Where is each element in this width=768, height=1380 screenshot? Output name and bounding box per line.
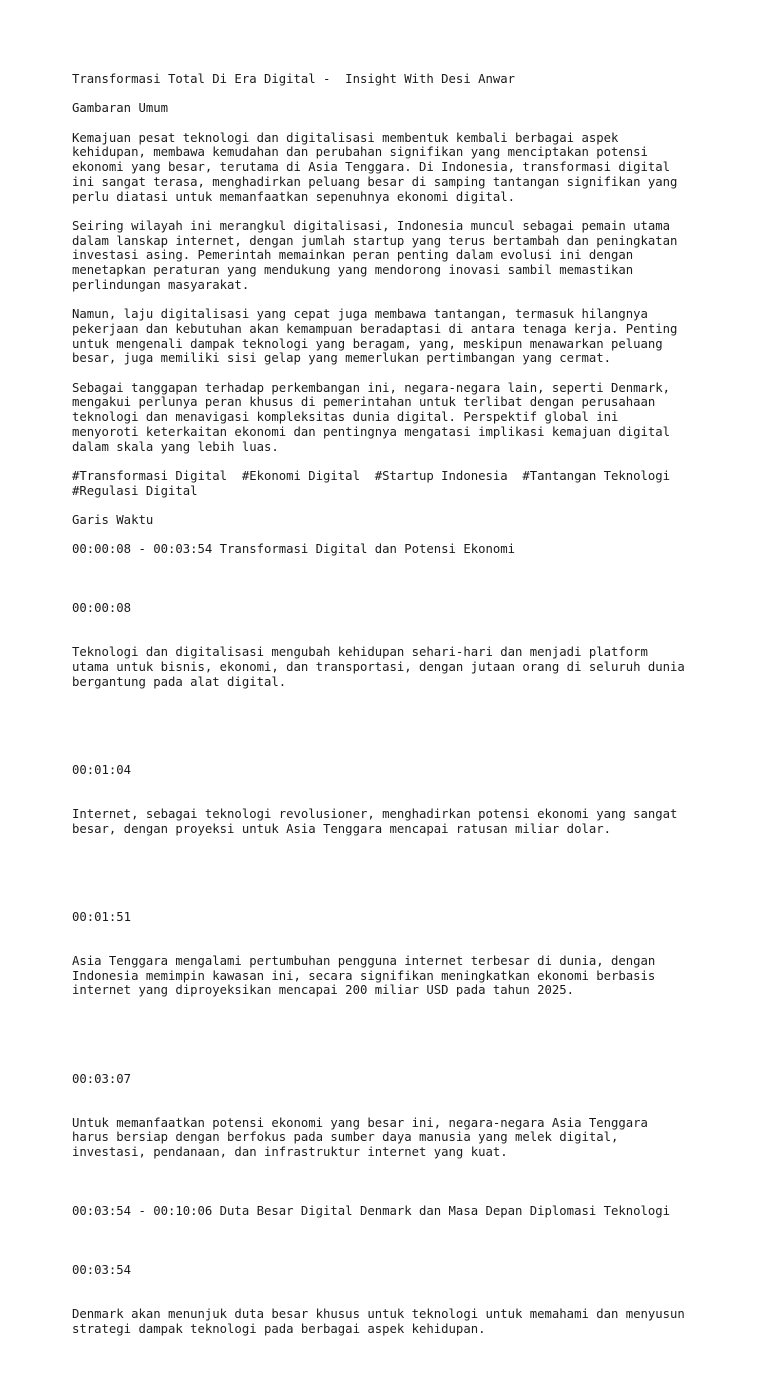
section-heading-1: 00:00:08 - 00:03:54 Transformasi Digital dan Potensi Ekonomi (72, 542, 516, 557)
entry-text: Denmark akan menunjuk duta besar khusus untuk teknologi untuk memahami dan menyusun strategi dampak teknologi pada berbagai aspek kehidupan. (72, 1306, 685, 1336)
document-page (72, 72, 712, 1380)
entry-timestamp: 00:01:04 (72, 762, 132, 777)
entry-text: Asia Tenggara mengalami pertumbuhan pengguna internet terbesar di dunia, dengan Indonesia memimpin kawasan ini, secara signifikan meningkatkan ekonomi berbasis internet yang diproyeksikan mencapai 200 miliar USD pada tahun 2025. (72, 954, 656, 998)
entry-timestamp: 00:01:51 (72, 909, 132, 924)
entry-text: Teknologi dan digitalisasi mengubah kehidupan sehari-hari dan menjadi platform utama untuk bisnis, ekonomi, dan transportasi, dengan jutaan orang di seluruh dunia bergantung pada alat digital. (72, 645, 685, 689)
timeline-entry (72, 881, 712, 1028)
hashtags: #Transformasi Digital #Ekonomi Digital #Startup Indonesia #Tantangan Teknologi #Regulasi Digital (72, 468, 671, 498)
entry-timestamp: 00:03:54 (72, 1262, 132, 1277)
entry-text: Untuk memanfaatkan potensi ekonomi yang besar ini, negara-negara Asia Tenggara harus bersiap dengan berfokus pada sumber daya manusia yang melek digital, investasi, pendanaan, dan infrastruktur internet yang kuat. (72, 1115, 648, 1160)
overview-paragraph-4: Sebagai tanggapan terhadap perkembangan ini, negara-negara lain, seperti Denmark, mengakui perlunya peran khusus di pemerintahan untuk terlibat dengan perusahaan teknologi dan menavigasi kompleksitas dunia digital. Perspektif global ini menyoroti keterkaitan ekonomi dan pentingnya mengatasi implikasi kemajuan digital dalam skala yang lebih luas. (72, 380, 671, 454)
entry-timestamp: 00:00:08 (72, 601, 132, 616)
timeline-entry (72, 1042, 712, 1189)
overview-heading: Gambaran Umum (72, 101, 168, 116)
entry-timestamp: 00:03:07 (72, 1071, 132, 1086)
document-title: Transformasi Total Di Era Digital - Insight With Desi Anwar (72, 72, 516, 86)
overview-paragraph-2: Seiring wilayah ini merangkul digitalisasi, Indonesia muncul sebagai pemain utama dalam lanskap internet, dengan jumlah startup yang terus bertambah dan peningkatan investasi asing. Pemerintah memainkan peran penting dalam evolusi ini dengan menetapkan peraturan yang mendukung yang mendorong inovasi sambil memastikan perlindungan masyarakat. (72, 218, 678, 292)
timeline-entry (72, 572, 712, 719)
overview-paragraph-3: Namun, laju digitalisasi yang cepat juga membawa tantangan, termasuk hilangnya pekerjaan dan kebutuhan akan kemampuan beradaptasi di antara tenaga kerja. Penting untuk mengenali dampak teknologi yang beragam, yang, meskipun menawarkan peluang besar, juga memiliki sisi gelap yang memerlukan pertimbangan yang cermat. (72, 307, 678, 366)
section-heading-2: 00:03:54 - 00:10:06 Duta Besar Digital Denmark dan Masa Depan Diplomasi Teknologi (72, 1203, 671, 1218)
overview-paragraph-1: Kemajuan pesat teknologi dan digitalisasi membentuk kembali berbagai aspek kehidupan, membawa kemudahan dan perubahan signifikan yang menciptakan potensi ekonomi yang besar, terutama di Asia Tenggara. Di Indonesia, transformasi digital ini sangat terasa, menghadirkan peluang besar di samping tantangan signifikan yang perlu diatasi untuk memanfaatkan sepenuhnya ekonomi digital. (72, 130, 678, 204)
entry-text: Internet, sebagai teknologi revolusioner, menghadirkan potensi ekonomi yang sangat besar, dengan proyeksi untuk Asia Tenggara mencapai ratusan miliar dolar. (72, 807, 678, 836)
timeline-entry (72, 1233, 712, 1365)
timeline-entry (72, 733, 712, 865)
timeline-heading: Garis Waktu (72, 512, 154, 527)
